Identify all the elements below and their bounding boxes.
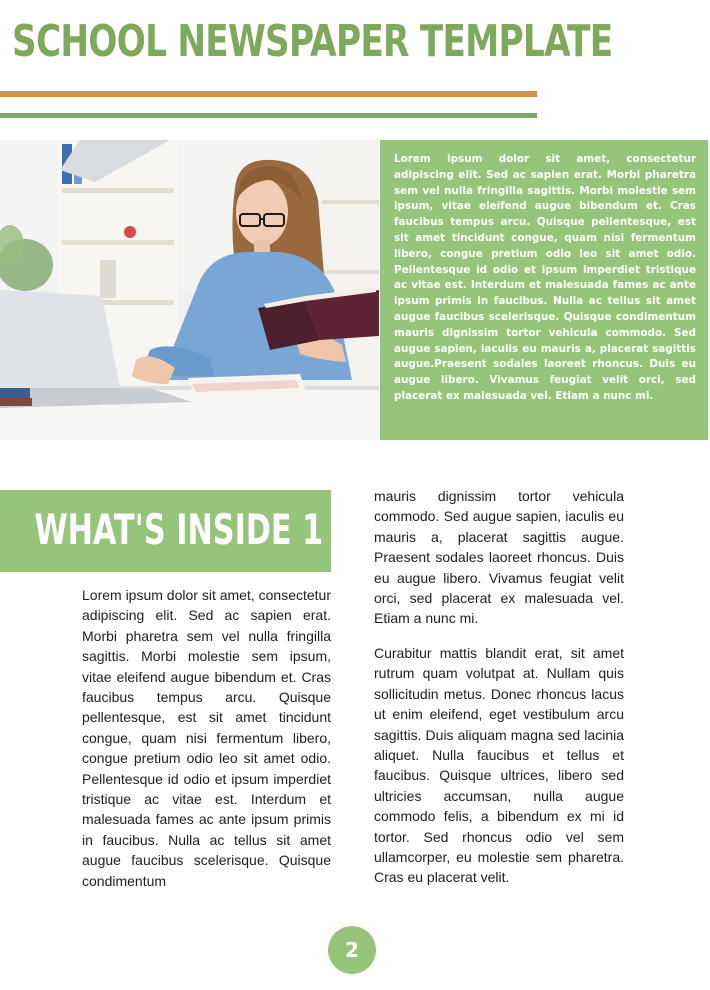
- section-banner: [0, 490, 331, 572]
- left-column-text: Lorem ipsum dolor sit amet, consectetur adipiscing elit. Sed ac sapien erat. Morbi pharetra sem vel nulla fringilla sagittis. Morbi molestie sem ipsum, vitae eleifend augue bibendum et. Cras faucibus tempus arcu. Quisque pellentesque, est sit amet tincidunt congue, quam nisi fermentum libero, congue pretium odio leo sit amet odio. Pellentesque id odio et ipsum imperdiet tristique ac vitae est. Interdum et malesuada fames ac ante ipsum primis in faucibus. Nulla ac tellus sit amet augue faucibus scelerisque. Quisque condimentum: [82, 587, 331, 889]
- intro-paragraph: Lorem ipsum dolor sit amet, consectetur adipiscing elit. Sed ac sapien erat. Morbi pharetra sem vel nulla fringilla sagittis. Morbi molestie sem ipsum, vitae eleifend augue bibendum et. Cras faucibus tempus arcu. Quisque pellentesque, est sit amet tincidunt congue, quam nisi fermentum libero, congue pretium odio leo sit amet odio. Pellentesque id odio et ipsum imperdiet tristique ac vitae est. Interdum et malesuada fames ac ante ipsum primis in faucibus. Nulla ac tellus sit amet augue faucibus scelerisque. Quisque condimentum mauris dignissim tortor vehicula commodo. Sed augue sapien, iaculis eu mauris a, placerat sagittis augue.Praesent sodales laoreet rhoncus. Duis eu augue libero. Vivamus feugiat velit orci, sed placerat ex malesuada vel. Etiam a nunc mi.: [394, 153, 696, 402]
- student-photo: [0, 140, 379, 440]
- page-title: SCHOOL NEWSPAPER TEMPLATE: [12, 16, 613, 67]
- green-divider: [0, 113, 537, 118]
- right-column-paragraph-1: mauris dignissim tortor vehicula commodo. Sed augue sapien, iaculis eu mauris a, placerat sagittis augue. Praesent sodales laoreet rhoncus. Duis eu augue libero. Vivamus feugiat velit orci, sed placerat ex malesuada vel. Etiam a nunc mi.: [374, 488, 624, 627]
- right-column-paragraph-2: Curabitur mattis blandit erat, sit amet rutrum quam volutpat at. Nullam quis sollicitudin metus. Donec rhoncus lacus ut enim eleifend, eget vestibulum arcu sagittis. Duis aliquam magna sed lacinia aliquet. Nulla faucibus et tellus et faucibus. Quisque ultrices, libero sed ultricies accumsan, nulla augue commodo felis, a bibendum ex mi id tortor. Sed rhoncus odio vel sem ullamcorper, eu molestie sem pharetra. Cras eu placerat velit.: [374, 645, 624, 886]
- intro-text-box: [380, 140, 708, 440]
- orange-divider: [0, 91, 537, 97]
- page-number-badge: 2: [328, 926, 376, 974]
- section-heading: WHAT'S INSIDE 1: [34, 505, 323, 554]
